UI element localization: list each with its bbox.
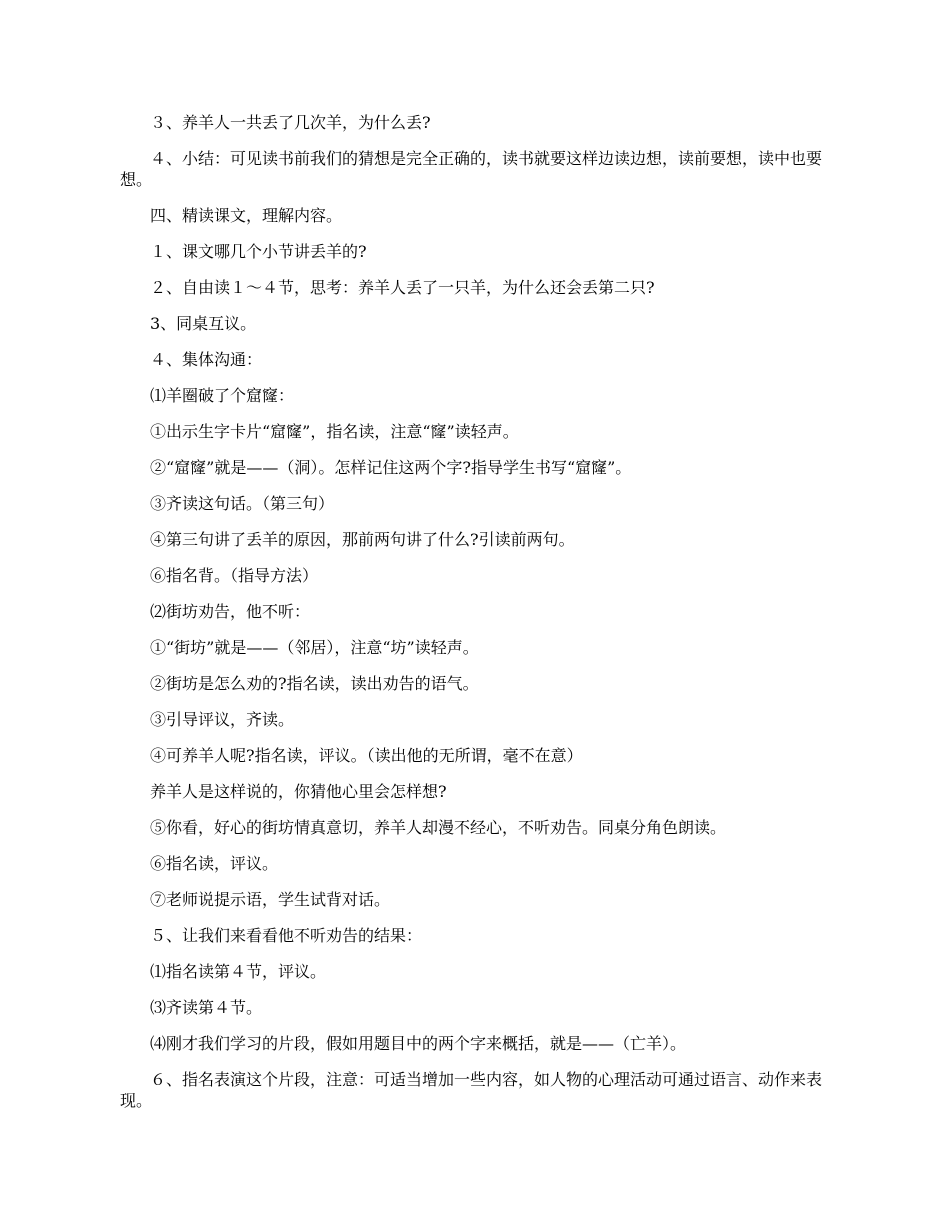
paragraph-12: ④第三句讲了丢羊的原因，那前两句讲了什么?引读前两句。 [150, 530, 575, 549]
paragraph-7: ４、集体沟通： [150, 350, 263, 369]
paragraph-22: ⑦老师说提示语，学生试背对话。 [150, 890, 391, 909]
paragraph-5: ２、自由读１～４节，思考：养羊人丢了一只羊，为什么还会丢第二只? [150, 278, 655, 297]
paragraph-8: ⑴羊圈破了个窟窿： [150, 386, 295, 405]
paragraph-26: ⑷刚才我们学习的片段，假如用题目中的两个字来概括，就是——（亡羊）。 [150, 1034, 687, 1053]
paragraph-25: ⑶齐读第４节。 [150, 998, 263, 1017]
paragraph-17: ③引导评议，齐读。 [150, 710, 295, 729]
paragraph-11: ③齐读这句话。（第三句） [150, 494, 335, 513]
paragraph-19: 养羊人是这样说的，你猜他心里会怎样想? [150, 782, 447, 801]
paragraph-10: ②“窟窿”就是——（洞）。怎样记住这两个字?指导学生书写“窟窿”。 [150, 458, 632, 477]
paragraph-1: ３、养羊人一共丢了几次羊，为什么丢? [150, 113, 431, 132]
paragraph-6: 3、同桌互议。 [150, 314, 257, 333]
paragraph-24: ⑴指名读第４节，评议。 [150, 962, 327, 981]
paragraph-14: ⑵街坊劝告，他不听： [150, 602, 311, 621]
paragraph-2: ４、小结：可见读书前我们的猜想是完全正确的，读书就要这样边读边想，读前要想，读中也要想。 [120, 149, 823, 189]
paragraph-15: ①“街坊”就是——（邻居），注意“坊”读轻声。 [150, 638, 479, 657]
paragraph-9: ①出示生字卡片“窟窿”，指名读，注意“窿”读轻声。 [150, 422, 519, 441]
paragraph-16: ②街坊是怎么劝的?指名读，读出劝告的语气。 [150, 674, 479, 693]
paragraph-20: ⑤你看，好心的街坊情真意切，养羊人却漫不经心，不听劝告。同桌分角色朗读。 [150, 818, 727, 837]
paragraph-27: ６、指名表演这个片段，注意：可适当增加一些内容，如人物的心理活动可通过语言、动作来表现。 [120, 1070, 823, 1110]
paragraph-3: 四、精读课文，理解内容。 [150, 206, 343, 225]
paragraph-23: ５、让我们来看看他不听劝告的结果： [150, 926, 423, 945]
paragraph-18: ④可养羊人呢?指名读，评议。（读出他的无所谓，毫不在意） [150, 746, 583, 765]
paragraph-13: ⑥指名背。（指导方法） [150, 566, 319, 585]
paragraph-21: ⑥指名读，评议。 [150, 854, 279, 873]
paragraph-4: １、课文哪几个小节讲丢羊的? [150, 242, 367, 261]
